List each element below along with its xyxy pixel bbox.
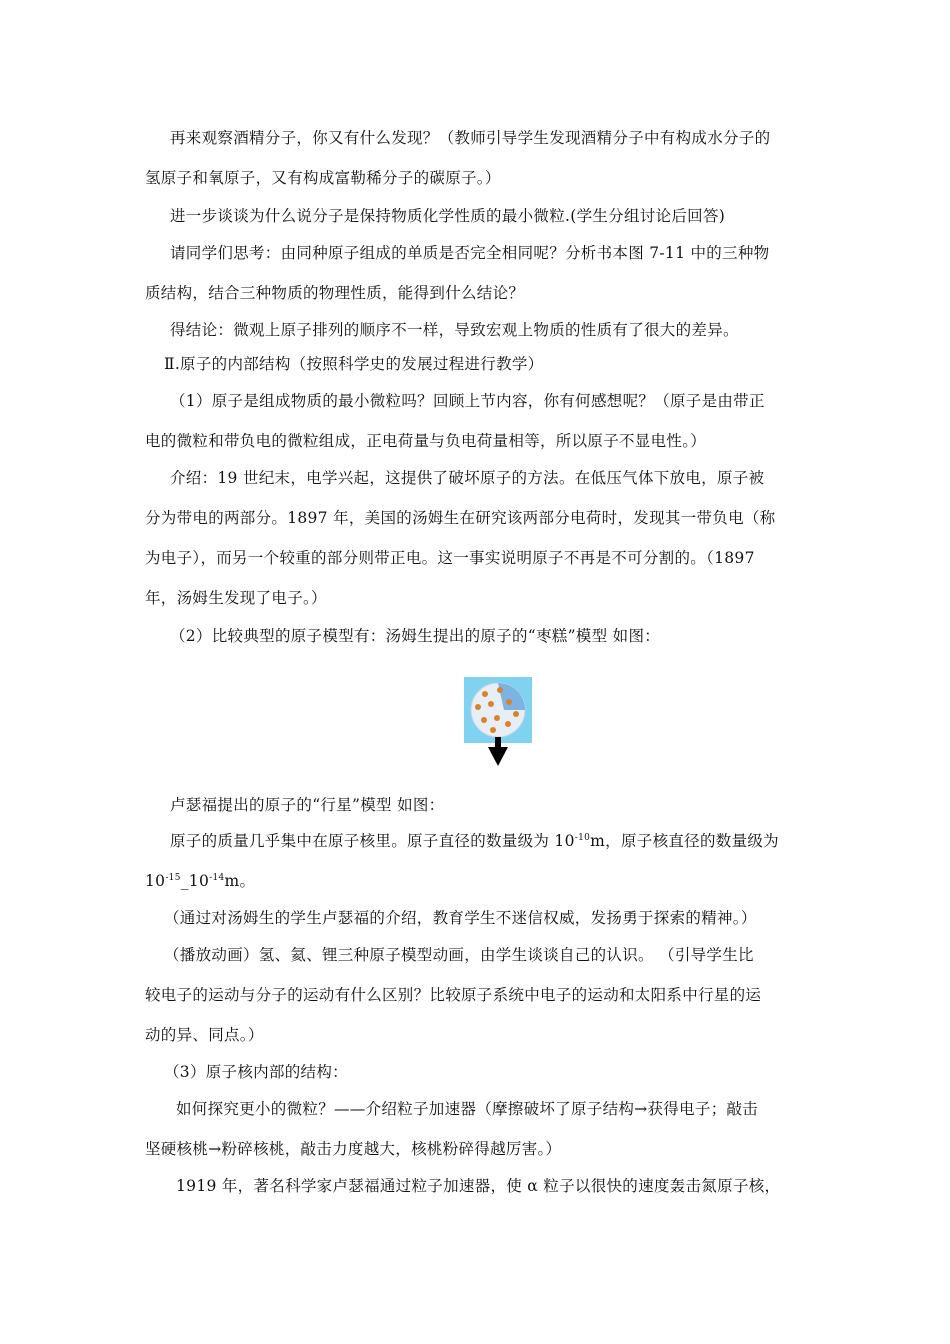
text-line: （1）原子是组成物质的最小微粒吗？回顾上节内容，你有何感想呢？（原子是由带正 xyxy=(170,392,765,410)
text-line: 卢瑟福提出的原子的“行星”模型 如图： xyxy=(170,796,445,814)
electron-dot xyxy=(488,701,494,707)
superscript: -10 xyxy=(574,832,591,843)
text-line: 氢原子和氧原子，又有构成富勒稀分子的碳原子。） xyxy=(145,169,501,187)
text-line: 1919 年，著名科学家卢瑟福通过粒子加速器，使 α 粒子以很快的速度轰击氮原子核， xyxy=(176,1177,781,1195)
text-line xyxy=(145,871,255,891)
text-line: 请同学们思考：由同种原子组成的单质是否完全相同呢？分析书本图 7-11 中的三种物 xyxy=(170,244,770,262)
plum-pudding-atom-model-figure xyxy=(464,677,532,769)
text-line: 得结论：微观上原子排列的顺序不一样，导致宏观上物质的性质有了很大的差异。 xyxy=(170,321,739,339)
text-line: 坚硬核桃→粉碎核桃，敲击力度越大，核桃粉碎得越厉害。） xyxy=(145,1140,562,1158)
text-span: m。 xyxy=(224,872,256,890)
electron-dot xyxy=(497,687,503,693)
superscript: -15 xyxy=(165,872,181,883)
text-line: 再来观察酒精分子，你又有什么发现？（教师引导学生发现酒精分子中有构成水分子的 xyxy=(170,129,771,147)
text-span: 原子的质量几乎集中在原子核里。原子直径的数量级为 10 xyxy=(170,832,575,850)
text-line: 如何探究更小的微粒？——介绍粒子加速器（摩擦破坏了原子结构→获得电子；敲击 xyxy=(176,1100,759,1118)
text-span: _10 xyxy=(180,872,210,890)
electron-dot xyxy=(505,721,511,727)
text-line: 介绍：19 世纪末，电学兴起，这提供了破坏原子的方法。在低压气体下放电，原子被 xyxy=(170,469,765,487)
text-span: m，原子核直径的数量级为 xyxy=(590,832,779,850)
text-line: 进一步谈谈为什么说分子是保持物质化学性质的最小微粒.(学生分组讨论后回答) xyxy=(170,207,726,225)
text-line xyxy=(170,831,779,851)
text-span: 10 xyxy=(145,872,166,890)
electron-dot xyxy=(475,704,481,710)
plum-pudding-atom-model-icon xyxy=(464,677,532,769)
section-heading: （3）原子核内部的结构： xyxy=(164,1063,348,1081)
text-line: 年，汤姆生发现了电子。） xyxy=(145,589,327,607)
section-heading: Ⅱ.原子的内部结构（按照科学史的发展过程进行教学） xyxy=(164,355,544,373)
electron-dot xyxy=(506,699,512,705)
text-line: 电的微粒和带负电的微粒组成，正电荷量与负电荷量相等，所以原子不显电性。） xyxy=(145,432,707,450)
text-line: 动的异、同点。） xyxy=(145,1026,264,1044)
superscript: -14 xyxy=(209,872,225,883)
electron-dot xyxy=(482,691,488,697)
text-line: （通过对汤姆生的学生卢瑟福的介绍，教育学生不迷信权威，发扬勇于探索的精神。） xyxy=(164,909,757,927)
text-line: 为电子），而另一个较重的部分则带正电。这一事实说明原子不再是不可分割的。（1897 xyxy=(145,549,755,567)
text-line: 较电子的运动与分子的运动有什么区别？比较原子系统中电子的运动和太阳系中行星的运 xyxy=(145,986,762,1004)
electron-dot xyxy=(513,711,519,717)
text-line: （2）比较典型的原子模型有：汤姆生提出的原子的“枣糕”模型 如图： xyxy=(170,627,661,645)
text-line: （播放动画）氢、氦、锂三种原子模型动画，由学生谈谈自己的认识。 （引导学生比 xyxy=(164,946,754,964)
electron-dot xyxy=(481,717,487,723)
electron-dot xyxy=(494,715,500,721)
text-line: 分为带电的两部分。1897 年，美国的汤姆生在研究该两部分电荷时，发现其一带负电（称 xyxy=(145,509,776,527)
text-line: 质结构，结合三种物质的物理性质，能得到什么结论？ xyxy=(145,284,525,302)
electron-dot xyxy=(490,727,496,733)
